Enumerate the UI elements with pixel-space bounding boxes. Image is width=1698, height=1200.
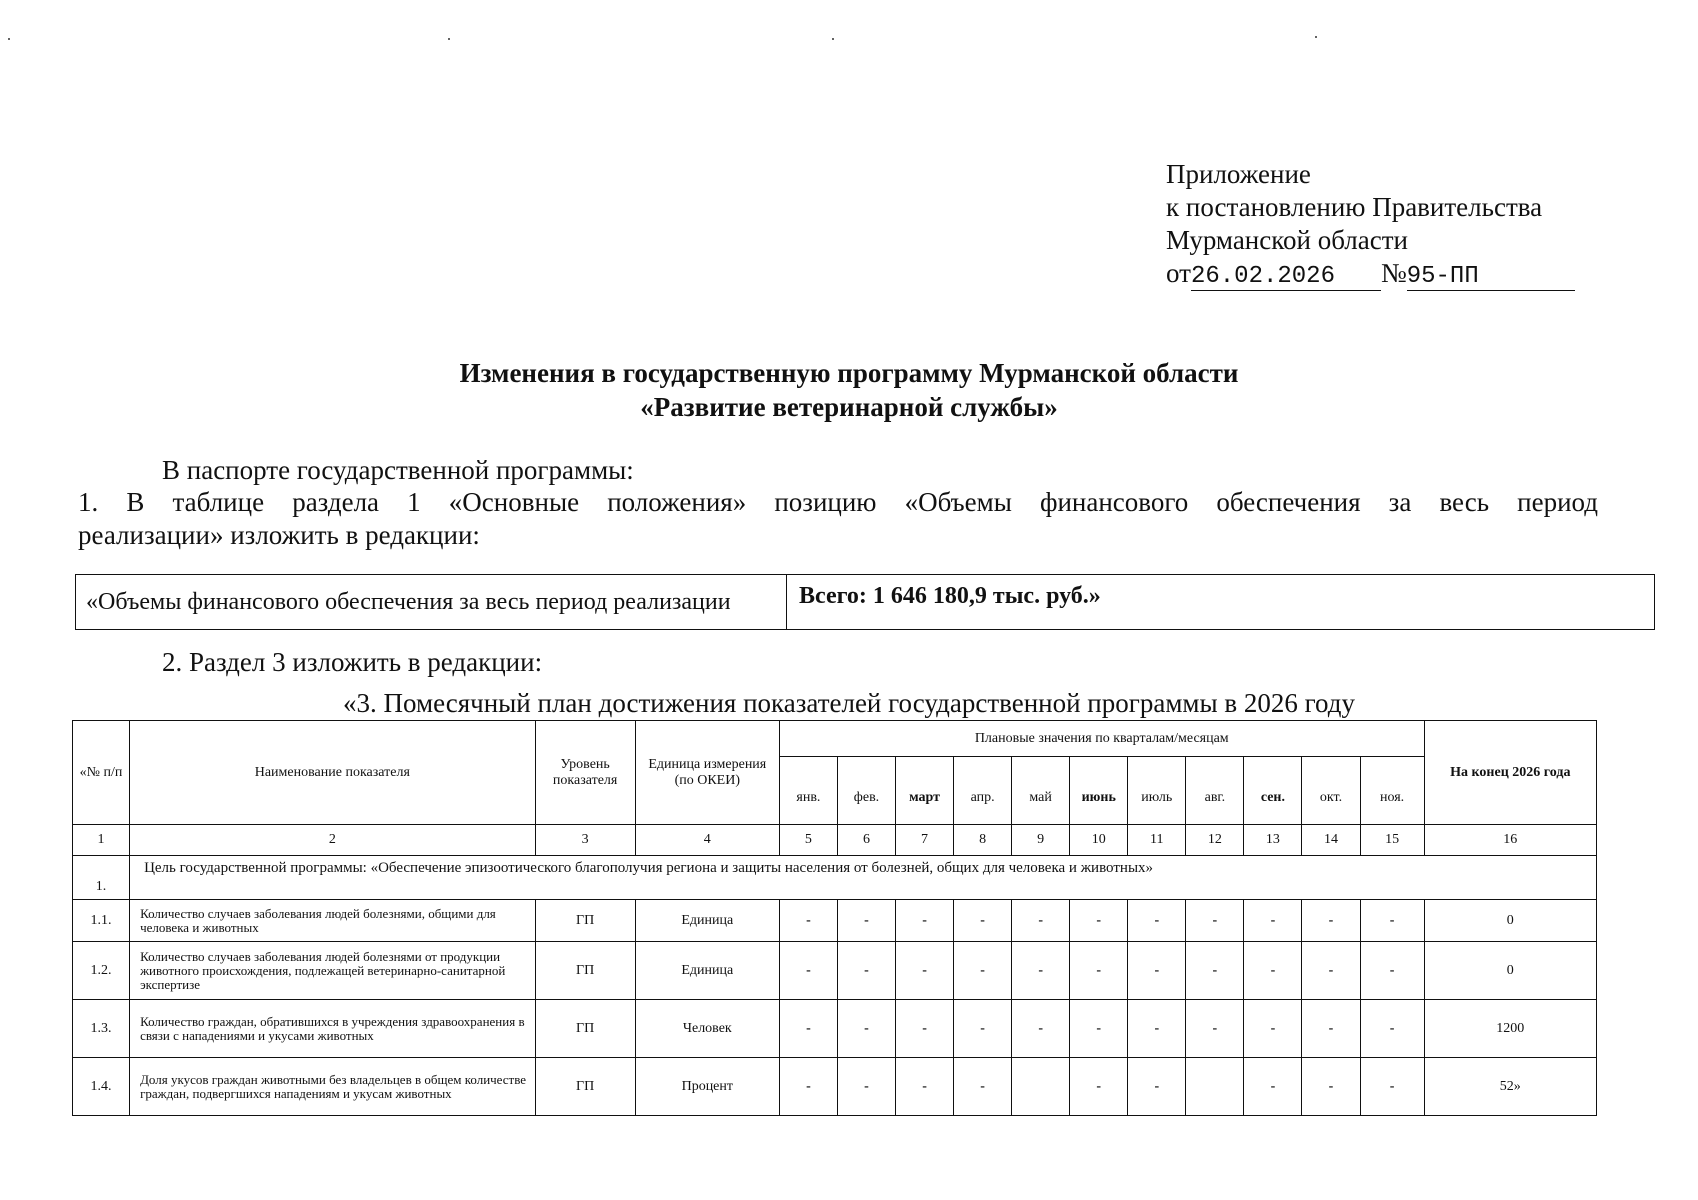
month-value: - <box>1302 1000 1360 1058</box>
row-num: 1.3. <box>73 1000 130 1058</box>
date-prefix: от <box>1166 258 1191 288</box>
indicator-level: ГП <box>535 1000 635 1058</box>
table-row <box>73 900 1597 942</box>
month-value: - <box>1012 942 1070 1000</box>
row-num: 1.2. <box>73 942 130 1000</box>
month-value: - <box>1302 900 1360 942</box>
month-value: - <box>1012 900 1070 942</box>
month-value: - <box>896 942 954 1000</box>
document-title <box>0 356 1698 424</box>
month-value: - <box>954 1058 1012 1116</box>
column-number: 4 <box>635 825 779 856</box>
appendix-line-3: Мурманской области <box>1166 225 1408 255</box>
column-number: 1 <box>73 825 130 856</box>
finance-table <box>75 574 1655 630</box>
month-value: - <box>1244 1058 1302 1116</box>
month-value: - <box>1186 942 1244 1000</box>
month-value: - <box>1128 900 1186 942</box>
column-number: 7 <box>896 825 954 856</box>
month-value: - <box>1186 1000 1244 1058</box>
title-line-2: «Развитие ветеринарной службы» <box>640 392 1058 422</box>
appendix-date-line <box>1166 257 1575 291</box>
column-number: 11 <box>1128 825 1186 856</box>
row-num: 1.1. <box>73 900 130 942</box>
month-value <box>1186 1058 1244 1116</box>
header-end: На конец 2026 года <box>1424 721 1596 825</box>
month-header: янв. <box>779 757 837 825</box>
month-value: - <box>1070 1058 1128 1116</box>
finance-value: Всего: 1 646 180,9 тыс. руб.» <box>799 583 1101 609</box>
month-value: - <box>779 1000 837 1058</box>
month-value: - <box>954 942 1012 1000</box>
column-number: 16 <box>1424 825 1596 856</box>
month-value: - <box>1360 900 1424 942</box>
column-number: 3 <box>535 825 635 856</box>
month-value: - <box>1128 1000 1186 1058</box>
paragraph-item-1-cont: реализации» изложить в редакции: <box>78 520 480 550</box>
month-header: май <box>1012 757 1070 825</box>
month-header: авг. <box>1186 757 1244 825</box>
row-num: 1.4. <box>73 1058 130 1116</box>
column-number: 10 <box>1070 825 1128 856</box>
month-value: - <box>837 1000 895 1058</box>
month-header: март <box>896 757 954 825</box>
month-value: - <box>1012 1000 1070 1058</box>
appendix-line-2: к постановлению Правительства <box>1166 192 1543 222</box>
end-of-year-value: 52» <box>1424 1058 1596 1116</box>
month-header: июнь <box>1070 757 1128 825</box>
indicator-name: Количество случаев заболевания людей болезнями, общими для человека и животных <box>130 900 536 942</box>
goal-num: 1. <box>73 856 130 900</box>
month-value: - <box>1070 1000 1128 1058</box>
header-name: Наименование показателя <box>130 721 536 825</box>
month-value: - <box>954 1000 1012 1058</box>
column-number: 8 <box>954 825 1012 856</box>
month-value: - <box>1070 942 1128 1000</box>
column-number: 6 <box>837 825 895 856</box>
paragraph-item-2: 2. Раздел 3 изложить в редакции: <box>162 647 543 677</box>
document-date: 26.02.2026 <box>1191 264 1381 291</box>
scan-speck <box>8 38 10 40</box>
month-value: - <box>1244 900 1302 942</box>
month-value: - <box>779 900 837 942</box>
column-number: 5 <box>779 825 837 856</box>
end-of-year-value: 1200 <box>1424 1000 1596 1058</box>
indicator-level: ГП <box>535 900 635 942</box>
end-of-year-value: 0 <box>1424 900 1596 942</box>
scan-speck <box>448 38 450 40</box>
indicator-unit: Процент <box>635 1058 779 1116</box>
header-num: «№ п/п <box>73 721 130 825</box>
document-number: 95-ПП <box>1407 264 1575 291</box>
column-number: 14 <box>1302 825 1360 856</box>
month-value: - <box>896 900 954 942</box>
column-number: 13 <box>1244 825 1302 856</box>
month-value: - <box>837 900 895 942</box>
month-value: - <box>1302 1058 1360 1116</box>
header-level: Уровень показателя <box>535 721 635 825</box>
month-header: апр. <box>954 757 1012 825</box>
month-value: - <box>837 942 895 1000</box>
section-3-heading: «3. Помесячный план достижения показателей государственной программы в 2026 году <box>343 688 1355 718</box>
monthly-plan-table <box>72 720 1597 1116</box>
month-value: - <box>1360 942 1424 1000</box>
indicator-unit: Человек <box>635 1000 779 1058</box>
scan-speck <box>1315 36 1317 38</box>
month-header: ноя. <box>1360 757 1424 825</box>
month-value: - <box>1070 900 1128 942</box>
column-number: 2 <box>130 825 536 856</box>
month-value: - <box>1244 942 1302 1000</box>
title-line-1: Изменения в государственную программу Мурманской области <box>459 358 1239 388</box>
month-value: - <box>1360 1058 1424 1116</box>
indicator-level: ГП <box>535 1058 635 1116</box>
goal-text: Цель государственной программы: «Обеспечение эпизоотического благополучия региона и защиты населения от болезней, общих для человека и животных» <box>130 856 1597 900</box>
month-header: сен. <box>1244 757 1302 825</box>
paragraph-item-1: 1. В таблице раздела 1 «Основные положения» позицию «Объемы финансового обеспечения за весь период <box>78 487 1598 517</box>
month-value <box>1012 1058 1070 1116</box>
paragraph-intro: В паспорте государственной программы: <box>162 455 634 485</box>
month-value: - <box>896 1058 954 1116</box>
finance-label: «Объемы финансового обеспечения за весь период реализации <box>76 575 787 629</box>
month-value: - <box>1186 900 1244 942</box>
month-value: - <box>896 1000 954 1058</box>
column-number: 12 <box>1186 825 1244 856</box>
appendix-line-1: Приложение <box>1166 159 1311 189</box>
indicator-unit: Единица <box>635 942 779 1000</box>
month-value: - <box>779 1058 837 1116</box>
scan-speck <box>832 38 834 40</box>
month-value: - <box>954 900 1012 942</box>
header-unit: Единица измерения (по ОКЕИ) <box>635 721 779 825</box>
end-of-year-value: 0 <box>1424 942 1596 1000</box>
month-value: - <box>1360 1000 1424 1058</box>
month-value: - <box>779 942 837 1000</box>
table-row <box>73 1000 1597 1058</box>
table-row <box>73 1058 1597 1116</box>
indicator-name: Количество случаев заболевания людей болезнями от продукции животного происхождения, подлежащей ветеринарно-санитарной экспертизе <box>130 942 536 1000</box>
month-header: фев. <box>837 757 895 825</box>
month-header: окт. <box>1302 757 1360 825</box>
indicator-name: Доля укусов граждан животными без владельцев в общем количестве граждан, подвергшихся нападениям и укусам животных <box>130 1058 536 1116</box>
month-value: - <box>1302 942 1360 1000</box>
month-value: - <box>1128 1058 1186 1116</box>
month-header: июль <box>1128 757 1186 825</box>
number-prefix: № <box>1380 258 1407 288</box>
month-value: - <box>1128 942 1186 1000</box>
column-number: 9 <box>1012 825 1070 856</box>
indicator-unit: Единица <box>635 900 779 942</box>
month-value: - <box>1244 1000 1302 1058</box>
header-plan: Плановые значения по кварталам/месяцам <box>779 721 1424 757</box>
table-row <box>73 942 1597 1000</box>
month-value: - <box>837 1058 895 1116</box>
column-number: 15 <box>1360 825 1424 856</box>
appendix-block <box>1166 158 1575 291</box>
indicator-level: ГП <box>535 942 635 1000</box>
indicator-name: Количество граждан, обратившихся в учреждения здравоохранения в связи с нападениями и укусами животных <box>130 1000 536 1058</box>
